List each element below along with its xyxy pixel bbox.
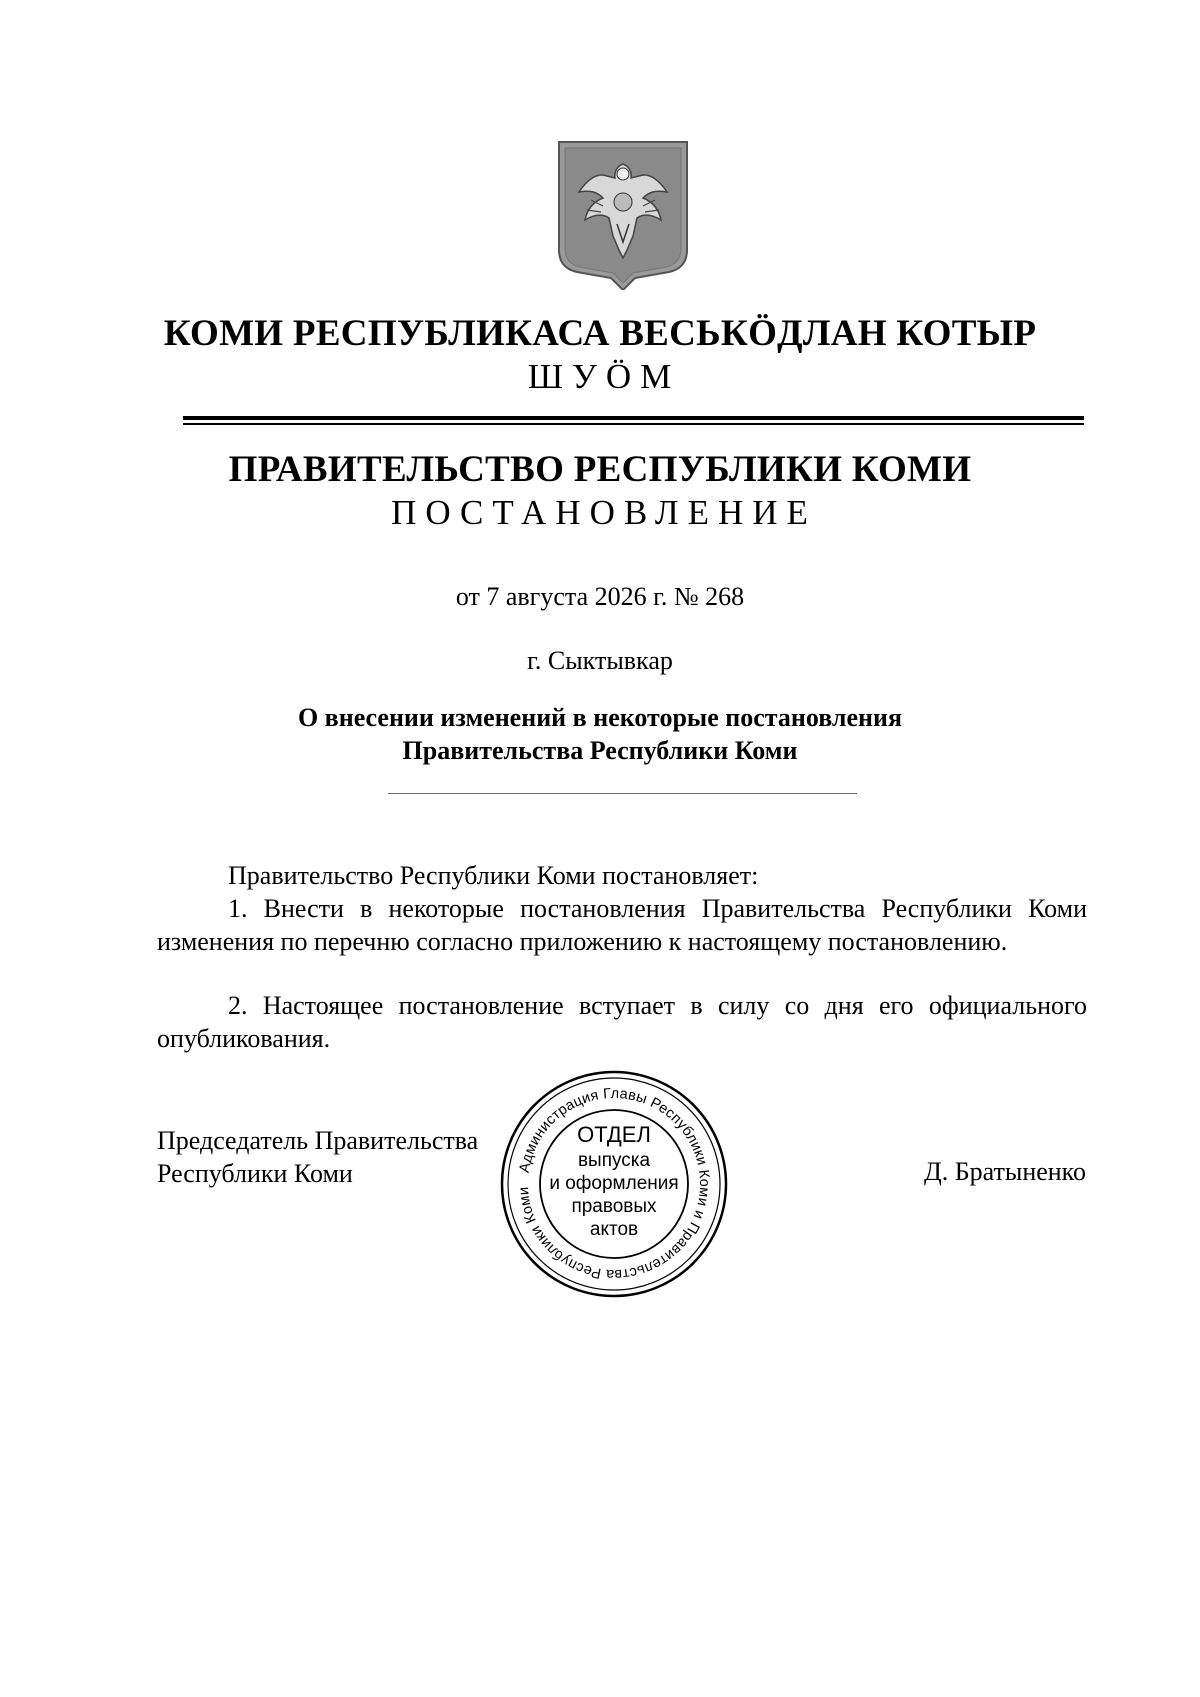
komi-government-title: КОМИ РЕСПУБЛИКАСА ВЕСЬКӦДЛАН КОТЫР [163, 313, 1037, 354]
svg-text:и оформления: и оформления [549, 1173, 679, 1194]
document-date-number: от 7 августа 2026 г. № 268 [455, 582, 745, 611]
signer-position-line-2: Республики Коми [157, 1159, 353, 1188]
svg-text:Администрация Главы Республики: Администрация Главы Республики Коми и Правительства Республики Коми [515, 1085, 713, 1283]
signer-name: Д. Братыненко [923, 1157, 1086, 1186]
svg-text:правовых: правовых [571, 1196, 657, 1217]
clause-2: 2. Настоящее постановление вступает в силу со дня его официального опубликования. [157, 991, 1087, 1053]
signer-position-line-1: Председатель Правительства [157, 1126, 479, 1155]
subject-line-2: Правительства Республики Коми [402, 736, 798, 765]
svg-text:актов: актов [589, 1219, 639, 1240]
signer-position [157, 1124, 478, 1190]
document-city: г. Сыктывкар [527, 646, 673, 675]
official-stamp-icon [498, 1068, 730, 1300]
intro-paragraph: Правительство Республики Коми постановляет: [228, 861, 759, 890]
government-title: ПРАВИТЕЛЬСТВО РЕСПУБЛИКИ КОМИ [228, 449, 972, 490]
svg-text:ОТДЕЛ: ОТДЕЛ [577, 1122, 651, 1147]
document-type: ПОСТАНОВЛЕНИЕ [391, 493, 817, 532]
svg-text:выпуска: выпуска [577, 1150, 651, 1171]
subject-line-1: О внесении изменений в некоторые постановления [297, 703, 903, 732]
clause-1: 1. Внести в некоторые постановления Правительства Республики Коми изменения по перечню согласно приложению к настоящему постановлению. [157, 894, 1087, 956]
subject-divider [388, 793, 857, 794]
header-double-divider [183, 416, 1084, 425]
komi-document-type: ШУӦМ [527, 357, 681, 396]
coat-of-arms-icon [557, 140, 689, 290]
document-subject [0, 701, 1200, 767]
